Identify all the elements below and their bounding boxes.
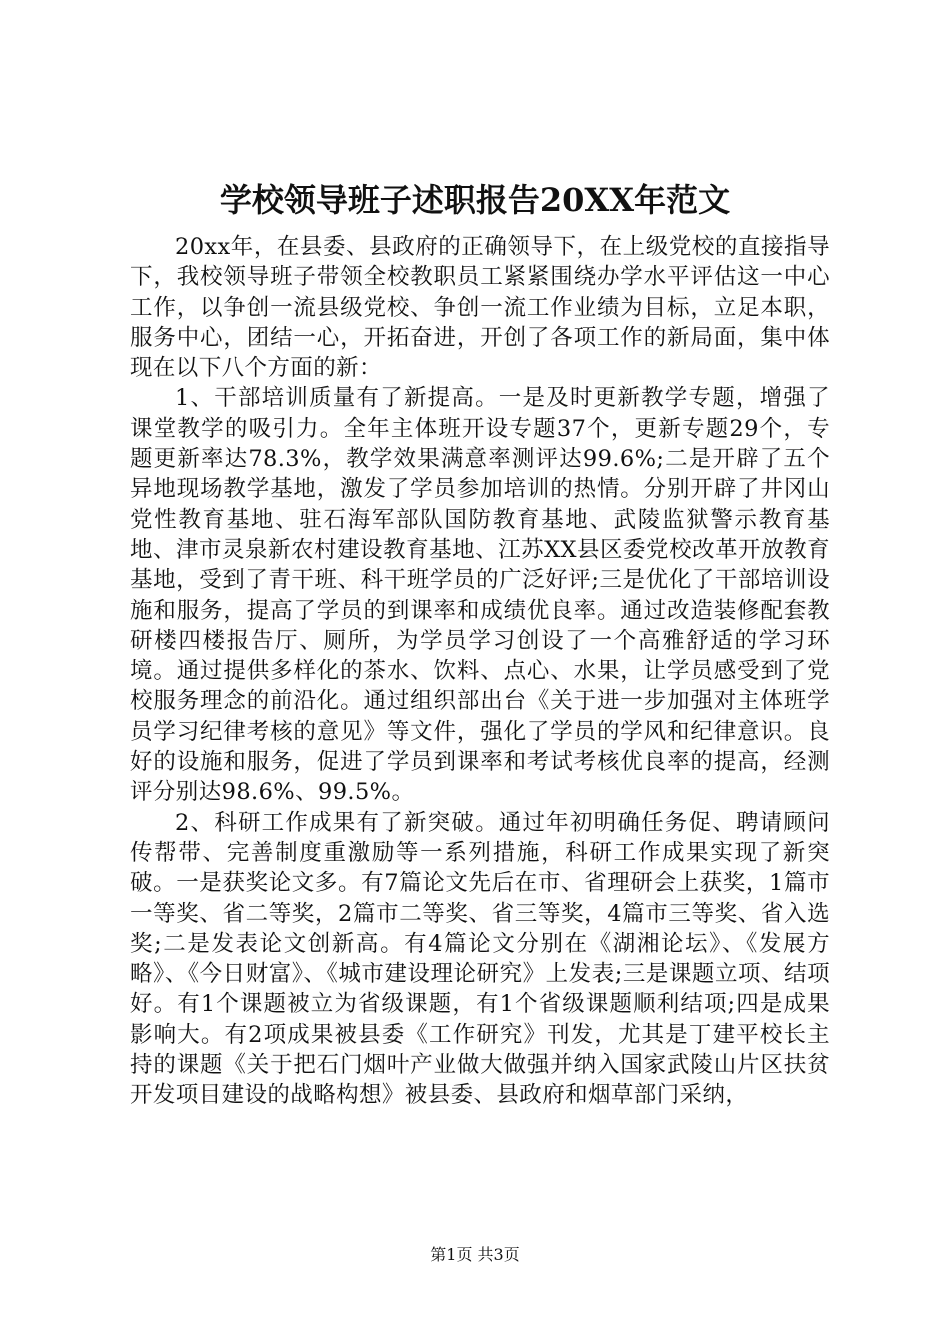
paragraph-training: 1、干部培训质量有了新提高。一是及时更新教学专题，增强了课堂教学的吸引力。全年主体班开设专题37个，更新专题29个，专题更新率达78.3%，教学效果满意率测评达99.6%;二是开辟了五个异地现场教学基地，激发了学员参加培训的热情。分别开辟了井冈山党性教育基地、驻石海军部队国防教育基地、武陵监狱警示教育基地、津市灵泉新农村建设教育基地、江苏XX县区委党校改革开放教育基地，受到了青干班、科干班学员的广泛好评;三是优化了干部培训设施和服务，提高了学员的到课率和成绩优良率。通过改造装修配套教研楼四楼报告厅、厕所，为学员学习创设了一个高雅舒适的学习环境。通过提供多样化的茶水、饮料、点心、水果，让学员感受到了党校服务理念的前沿化。通过组织部出台《关于进一步加强对主体班学员学习纪律考核的意见》等文件，强化了学员的学风和纪律意识。良好的设施和服务，促进了学员到课率和考试考核优良率的提高，经测评分别达98.6%、99.5%。 [130,385,830,806]
document-body [130,232,830,1111]
page-number-footer: 第1页 共3页 [430,1245,520,1264]
document-title: 学校领导班子述职报告20XX年范文 [219,181,731,219]
paragraph-intro: 20xx年，在县委、县政府的正确领导下，在上级党校的直接指导下，我校领导班子带领全校教职员工紧紧围绕办学水平评估这一中心工作，以争创一流县级党校、争创一流工作业绩为目标，立足本职，服务中心，团结一心，开拓奋进，开创了各项工作的新局面，集中体现在以下八个方面的新： [130,234,830,382]
paragraph-research: 2、科研工作成果有了新突破。通过年初明确任务促、聘请顾问传帮带、完善制度重激励等一系列措施，科研工作成果实现了新突破。一是获奖论文多。有7篇论文先后在市、省理研会上获奖，1篇市一等奖、省二等奖，2篇市二等奖、省三等奖，4篇市三等奖、省入选奖;二是发表论文创新高。有4篇论文分别在《湖湘论坛》、《发展方略》、《今日财富》、《城市建设理论研究》上发表;三是课题立项、结项好。有1个课题被立为省级课题，有1个省级课题顺利结项;四是成果影响大。有2项成果被县委《工作研究》刊发，尤其是丁建平校长主持的课题《关于把石门烟叶产业做大做强并纳入国家武陵山片区扶贫开发项目建设的战略构想》被县委、县政府和烟草部门采纳， [130,809,830,1109]
